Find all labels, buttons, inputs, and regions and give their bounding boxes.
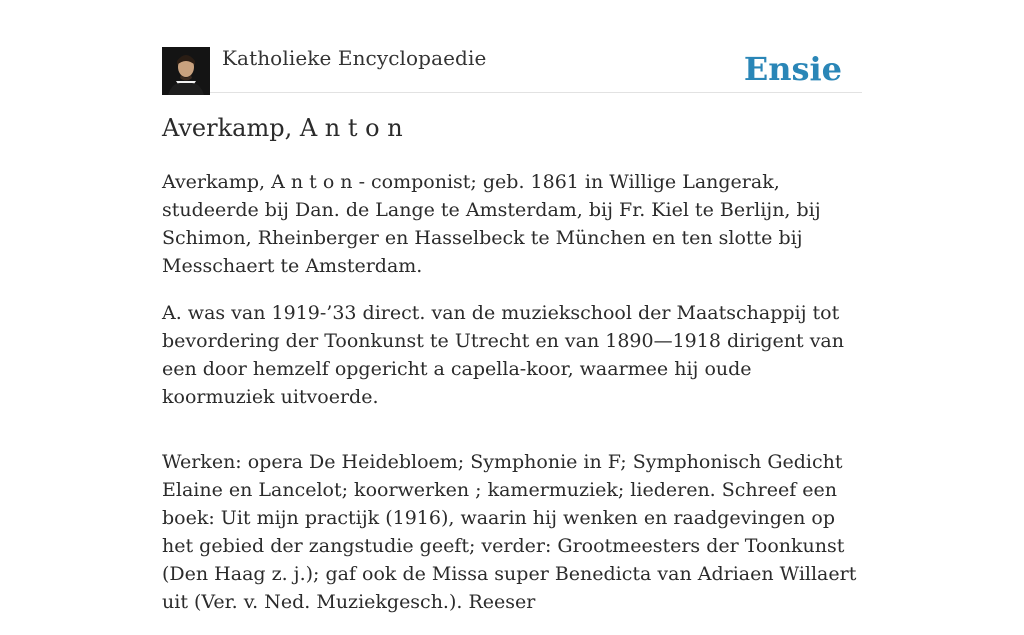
article-paragraph: Werken: opera De Heidebloem; Symphonie in F; Symphonisch Gedicht Elaine en Lancelot; koorwerken ; kamermuziek; liederen. Schreef een boek: Uit mijn practijk (1916), waarin hij wenken en raadgevingen op het gebied der zangstudie geeft; verder: Grootmeesters der Toonkunst (Den Haag z. j.); gaf ook de Missa super Benedicta van Adriaen Willaert uit (Ver. v. Ned. Muziekgesch.). Reeser xyxy=(162,451,857,613)
portrait-avatar-icon[interactable] xyxy=(162,47,210,95)
brand-logo[interactable]: Ensie xyxy=(743,50,842,88)
site-header xyxy=(162,40,862,93)
article-body xyxy=(162,168,862,635)
article-title: Averkamp, A n t o n xyxy=(162,114,403,142)
article-paragraph: Averkamp, A n t o n - componist; geb. 1861 in Willige Langerak, studeerde bij Dan. de Lange te Amsterdam, bij Fr. Kiel te Berlijn, bij Schimon, Rheinberger en Hasselbeck te München en ten slotte bij Messchaert te Amsterdam. xyxy=(162,171,821,277)
site-name[interactable]: Katholieke Encyclopaedie xyxy=(222,46,487,70)
article-paragraph: A. was van 1919-’33 direct. van de muziekschool der Maatschappij tot bevordering der Toonkunst te Utrecht en van 1890—1918 dirigent van een door hemzelf opgericht a capella-koor, waarmee hij oude koormuziek uitvoerde. xyxy=(162,302,844,408)
